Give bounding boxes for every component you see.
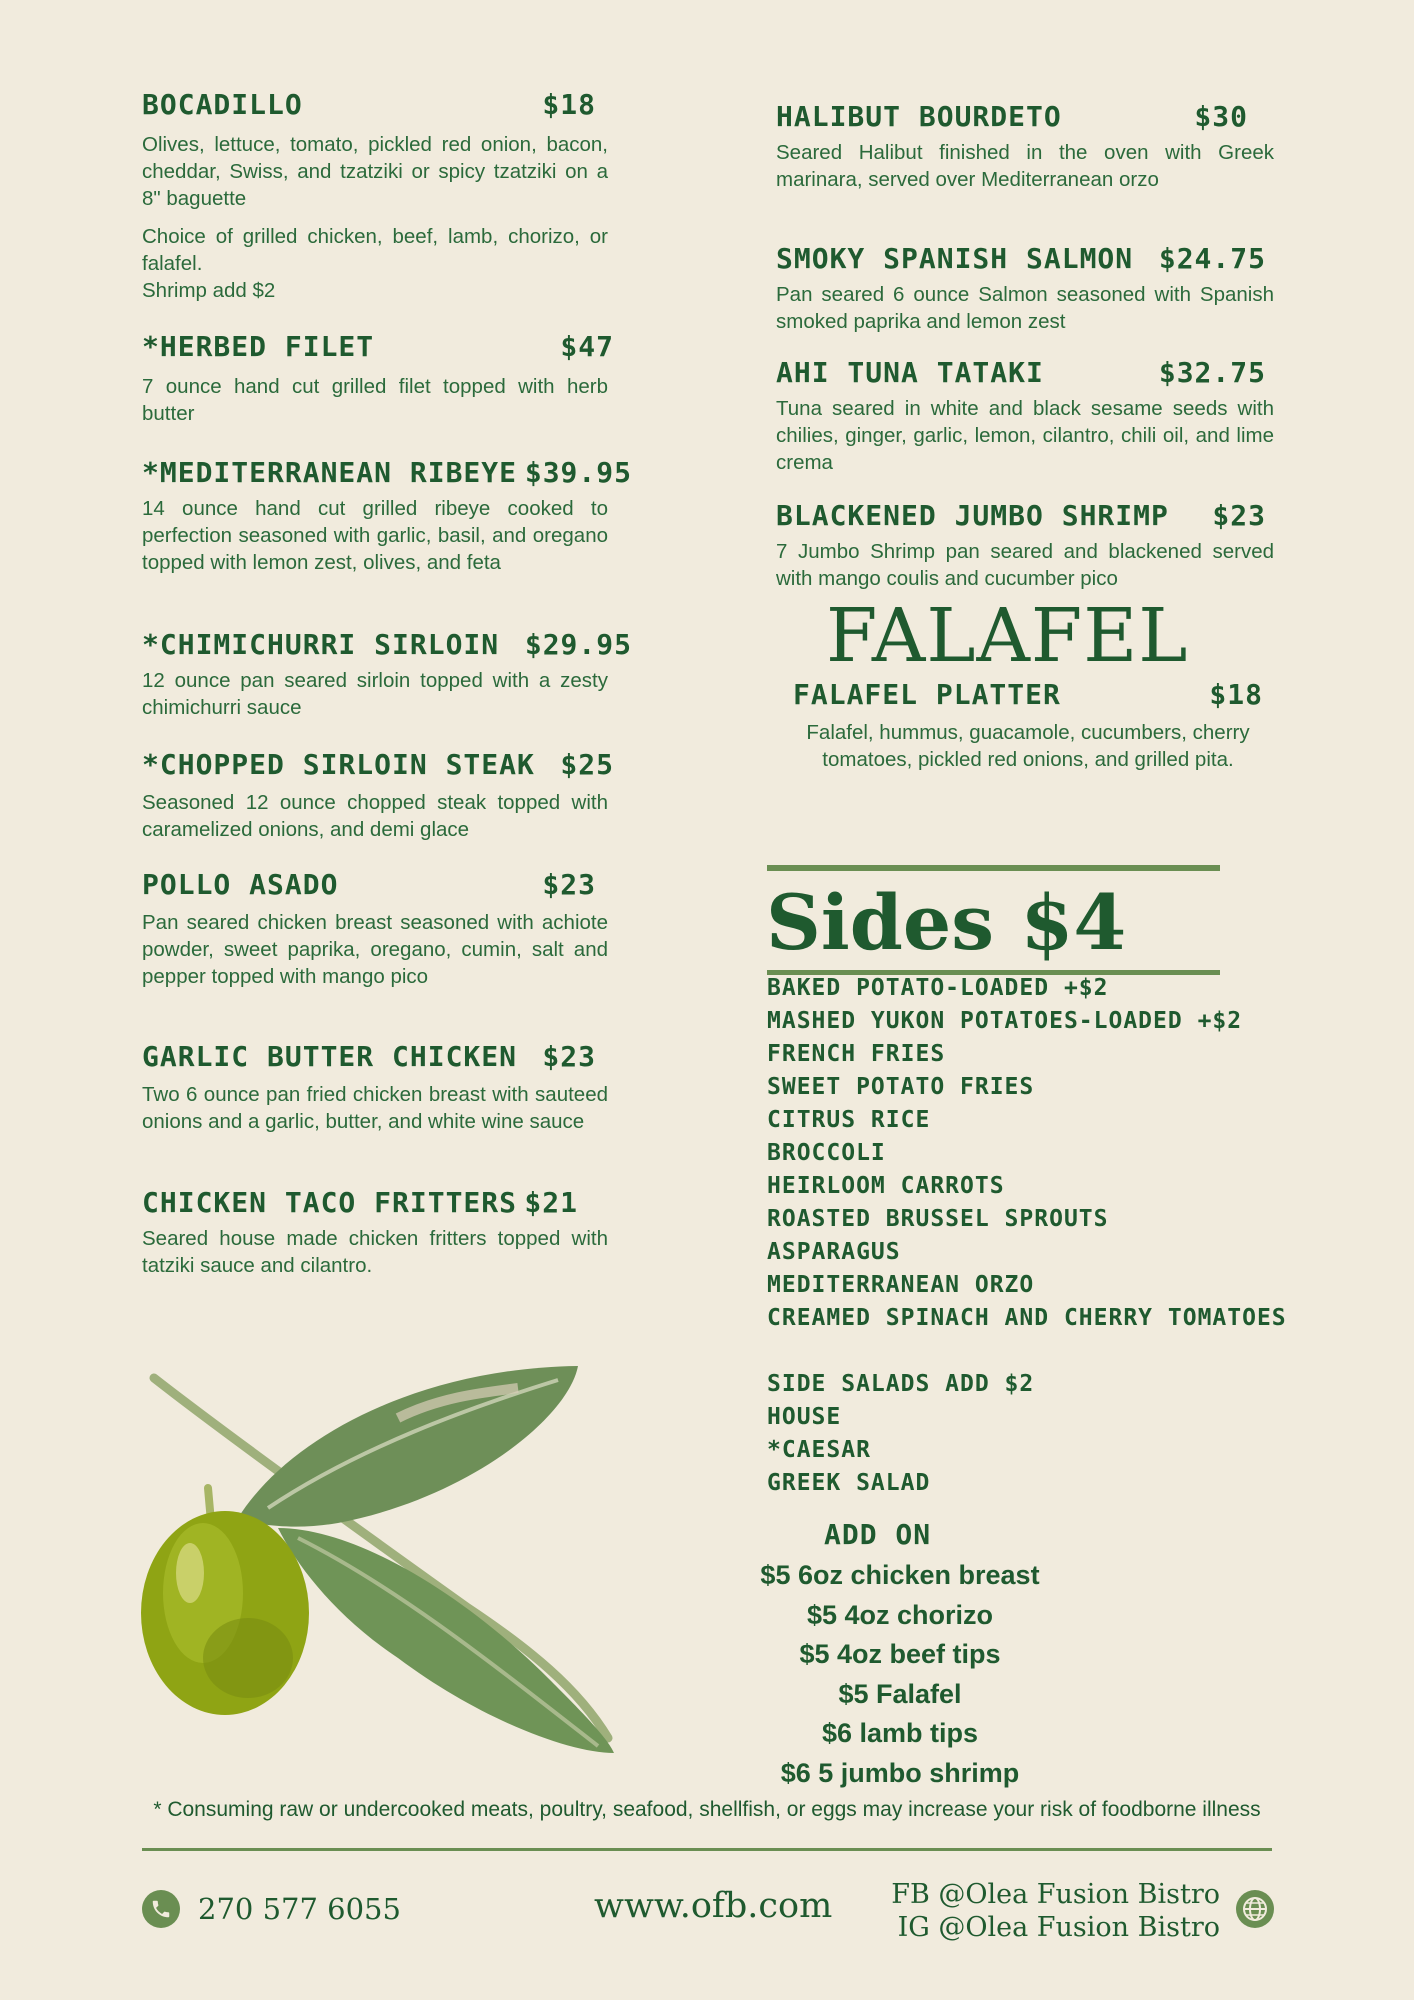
website-link[interactable]: www.ofb.com (594, 1886, 833, 1926)
side-item: FRENCH FRIES (767, 1041, 946, 1067)
addon-title: ADD ON (824, 1518, 932, 1551)
menu-item-falafel-platter (793, 678, 1263, 773)
menu-item-garlic-butter-chicken (142, 1040, 608, 1135)
item-price: $47 (560, 330, 614, 363)
olive-branch-illustration (138, 1358, 628, 1758)
salad-item: *CAESAR (767, 1437, 871, 1463)
menu-item-chopped-sirloin (142, 748, 614, 843)
item-description: Pan seared chicken breast seasoned with achiote powder, sweet paprika, oregano, cumin, salt and pepper topped with mango pico (142, 911, 608, 988)
menu-item-chimichurri-sirloin (142, 628, 632, 721)
item-description: Two 6 ounce pan fried chicken breast with sauteed onions and a garlic, butter, and white wine sauce (142, 1083, 608, 1133)
facebook-handle[interactable]: FB @Olea Fusion Bistro (891, 1879, 1220, 1910)
side-item: ROASTED BRUSSEL SPROUTS (767, 1206, 1109, 1232)
phone-icon (142, 1890, 180, 1928)
item-description: Falafel, hummus, guacamole, cucumbers, cherry tomatoes, pickled red onions, and grilled pita. (806, 721, 1250, 771)
side-item: HEIRLOOM CARROTS (767, 1173, 1005, 1199)
menu-item-pollo-asado (142, 868, 608, 990)
phone-number: 270 577 6055 (198, 1892, 401, 1926)
item-description: Seasoned 12 ounce chopped steak topped with caramelized onions, and demi glace (142, 791, 608, 841)
menu-item-bocadillo (142, 88, 608, 304)
item-price: $39.95 (524, 456, 632, 489)
addon-list (740, 1556, 1060, 1793)
menu-item-smoky-spanish-salmon (776, 242, 1274, 335)
addon-item: $6 lamb tips (821, 1718, 979, 1748)
item-price: $30 (1194, 100, 1248, 133)
footer-divider (142, 1848, 1272, 1851)
addon-item: $5 4oz chorizo (806, 1599, 994, 1630)
item-name: POLLO ASADO (142, 868, 339, 901)
item-description: Seared house made chicken fritters topped with tatziki sauce and cilantro. (142, 1227, 608, 1277)
salad-heading: SIDE SALADS ADD $2 (767, 1371, 1035, 1397)
item-price: $29.95 (524, 628, 632, 661)
item-name: BLACKENED JUMBO SHRIMP (776, 499, 1169, 532)
item-name: AHI TUNA TATAKI (776, 356, 1044, 389)
item-description: 7 Jumbo Shrimp pan seared and blackened served with mango coulis and cucumber pico (776, 540, 1274, 590)
globe-icon (1235, 1889, 1275, 1929)
item-name: FALAFEL PLATTER (793, 678, 1061, 711)
sides-title: Sides $4 (766, 878, 1127, 967)
item-name: CHICKEN TACO FRITTERS (142, 1186, 518, 1219)
side-item: CITRUS RICE (767, 1107, 931, 1133)
side-salads-list (767, 1368, 1034, 1500)
item-description: 7 ounce hand cut grilled filet topped with herb butter (142, 375, 608, 425)
item-name: *CHOPPED SIRLOIN STEAK (142, 748, 535, 781)
item-description: Tuna seared in white and black sesame seeds with chilies, ginger, garlic, lemon, cilantro, chili oil, and lime crema (776, 397, 1274, 474)
item-name: BOCADILLO (142, 88, 303, 121)
menu-item-chicken-taco-fritters (142, 1186, 608, 1279)
menu-item-herbed-filet (142, 330, 614, 427)
food-safety-disclaimer: * Consuming raw or undercooked meats, poultry, seafood, shellfish, or eggs may increase your risk of foodborne illness (153, 1798, 1261, 1821)
salad-item: GREEK SALAD (767, 1470, 931, 1496)
instagram-handle[interactable]: IG @Olea Fusion Bistro (897, 1912, 1220, 1943)
item-description: 14 ounce hand cut grilled ribeye cooked to perfection seasoned with garlic, basil, and oregano topped with lemon zest, olives, and feta (142, 497, 608, 574)
addon-item: $5 4oz beef tips (799, 1639, 1001, 1669)
item-name: SMOKY SPANISH SALMON (776, 242, 1134, 275)
item-name: *CHIMICHURRI SIRLOIN (142, 628, 500, 661)
sides-top-divider (767, 865, 1220, 871)
menu-item-ahi-tuna-tataki (776, 356, 1274, 476)
item-price: $32.75 (1158, 356, 1266, 389)
menu-item-mediterranean-ribeye (142, 456, 632, 576)
item-description: Pan seared 6 ounce Salmon seasoned with Spanish smoked paprika and lemon zest (776, 283, 1274, 333)
item-description-addon: Shrimp add $2 (142, 279, 276, 302)
social-handles (860, 1878, 1220, 1944)
item-price: $18 (542, 88, 596, 121)
item-name: GARLIC BUTTER CHICKEN (142, 1040, 518, 1073)
item-name: *MEDITERRANEAN RIBEYE (142, 456, 518, 489)
side-item: ASPARAGUS (767, 1239, 901, 1265)
item-price: $24.75 (1158, 242, 1266, 275)
sides-list (767, 972, 1287, 1335)
addon-item: $6 5 jumbo shrimp (780, 1757, 1020, 1788)
side-item: BROCCOLI (767, 1140, 886, 1166)
side-item: CREAMED SPINACH AND CHERRY TOMATOES (767, 1305, 1287, 1331)
salad-item: HOUSE (767, 1404, 842, 1430)
phone-contact[interactable] (142, 1890, 401, 1928)
addon-item: $5 6oz chicken breast (760, 1560, 1040, 1590)
side-item: BAKED POTATO-LOADED +$2 (767, 975, 1109, 1001)
side-item: MEDITERRANEAN ORZO (767, 1272, 1035, 1298)
item-price: $23 (542, 1040, 596, 1073)
menu-item-halibut-bourdeto (776, 100, 1274, 193)
item-price: $23 (542, 868, 596, 901)
item-description: Olives, lettuce, tomato, pickled red onion, bacon, cheddar, Swiss, and tzatziki or spicy tzatziki on a 8" baguette (142, 133, 608, 210)
item-description: 12 ounce pan seared sirloin topped with a zesty chimichurri sauce (142, 669, 608, 719)
item-name: HALIBUT BOURDETO (776, 100, 1062, 133)
item-name: *HERBED FILET (142, 330, 375, 363)
item-description-choice: Choice of grilled chicken, beef, lamb, chorizo, or falafel. (142, 225, 608, 275)
menu-item-blackened-jumbo-shrimp (776, 499, 1274, 592)
addon-item: $5 Falafel (838, 1678, 962, 1709)
side-item: SWEET POTATO FRIES (767, 1074, 1035, 1100)
item-price: $25 (560, 748, 614, 781)
item-price: $18 (1209, 678, 1263, 711)
side-item: MASHED YUKON POTATOES-LOADED +$2 (767, 1008, 1243, 1034)
falafel-section-title: FALAFEL (826, 593, 1189, 679)
item-price: $21 (524, 1186, 578, 1219)
item-description: Seared Halibut finished in the oven with Greek marinara, served over Mediterranean orzo (776, 141, 1274, 191)
item-price: $23 (1212, 499, 1266, 532)
